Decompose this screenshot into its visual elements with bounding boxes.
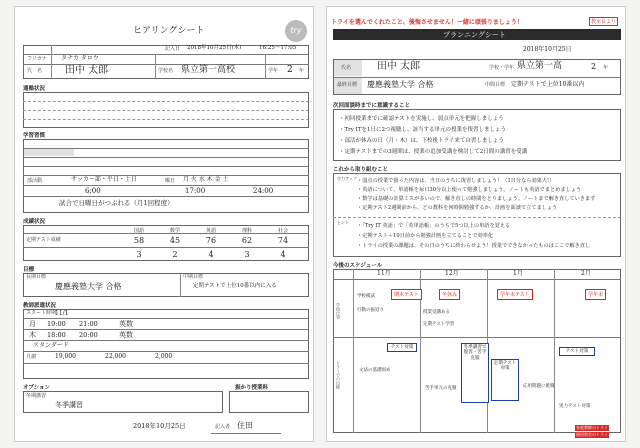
rank-value: 3 — [136, 250, 142, 259]
schedule-month: 12月 — [445, 270, 459, 277]
event-label: 学年末 — [585, 289, 606, 300]
schedule-note: 文法の基礎固め — [359, 368, 391, 373]
planning-school-label: 学校・学年 — [489, 65, 515, 71]
rank-value: 4 — [208, 250, 214, 259]
planning-name-label: 氏名 — [341, 65, 352, 71]
club-label: 部活動 — [27, 178, 43, 184]
rank-value: 4 — [280, 250, 286, 259]
event-note: 行動の振返り — [357, 308, 384, 313]
planning-name: 田中 太郎 — [377, 61, 421, 72]
exam-label: 定期テスト成績 — [26, 237, 61, 243]
schedule-note: 実力テスト対策 — [559, 404, 591, 409]
name-label: 氏 名 — [27, 68, 43, 74]
plan-subject: 英数 — [119, 320, 133, 328]
fee-value: 2,000 — [155, 353, 173, 360]
goal-box: テスト対策 — [559, 347, 595, 356]
score-value: 58 — [133, 236, 145, 245]
school-label: 学校名 — [158, 68, 174, 74]
date-value: 2018年10月25日(木) — [187, 45, 242, 51]
mid-goal: 定期テストで上位10番以内に入る — [193, 283, 277, 289]
section2-line-2: ・トライの授業の課題は、その日のうちに終わらせよう！授業でできなかったものはここで解き直し — [357, 243, 591, 249]
footer-date: 2018年10月25日 — [133, 422, 186, 430]
event-note: 学校模試 — [357, 294, 375, 299]
event-label: 学年末テスト — [497, 289, 533, 300]
banner-text: トライを選んでくれたこと、後悔させません！一緒に頑張りましょう！ — [331, 19, 523, 26]
event-note: 定期テスト学習 — [423, 322, 455, 327]
goal-section-title: 目標 — [23, 267, 35, 273]
score-value: 76 — [205, 236, 217, 245]
rank-value: 2 — [172, 250, 178, 259]
club-value: サッカー部・平日・土日 — [71, 176, 137, 183]
fee-label: 月謝 — [26, 354, 37, 360]
subject-label: 理科 — [241, 228, 252, 234]
fee-value: 19,000 — [55, 353, 76, 360]
plan-section-title: 教師派遣状況 — [23, 303, 57, 309]
event-label: 冬休み — [439, 289, 460, 300]
mid-goal-label: 中期目標 — [183, 274, 204, 280]
try-badge: try — [285, 20, 307, 42]
section1-title: 次回面談時までに意識すること — [333, 103, 411, 109]
trial-table — [229, 391, 309, 413]
score-value: 62 — [241, 236, 253, 245]
plan-from: 19:00 — [47, 320, 66, 328]
hearing-sheet — [14, 6, 314, 442]
days-label: 曜日 — [165, 178, 176, 184]
options-table — [23, 391, 223, 413]
event-label: 期末テスト — [391, 289, 422, 300]
section2-line: ・弱点の授業で扱った内容は、当日のうちに復習しましょう！（1日分なら効果大!） — [357, 178, 555, 184]
banner-tag: 教室長より — [591, 19, 617, 25]
grade-unit: 年 — [299, 68, 305, 74]
plan-to: 21:00 — [79, 320, 98, 328]
subject-label: 英語 — [205, 228, 216, 234]
plan-rank: スタンダード — [33, 342, 69, 349]
fee-value: 22,000 — [105, 353, 126, 360]
date-label: 記入日 — [165, 46, 181, 52]
section2-side-label: 学力アップ — [337, 176, 357, 181]
grades-section-title: 成績状況 — [23, 219, 46, 225]
days-value: 月 火 水 木 金 土 — [183, 176, 229, 183]
study-note: 試合で日曜日がつぶれる（月1回程度） — [59, 199, 174, 207]
school-name: 県立第一高校 — [181, 65, 236, 75]
section2-side-label-2: ヒント — [337, 220, 349, 225]
signer-name: 住田 — [237, 421, 253, 430]
goal-box: 冬季講習で復習・苦手克服 — [461, 343, 489, 403]
plan-day: 木 — [29, 331, 36, 339]
goal-box: 定期テスト対策 — [491, 359, 519, 401]
score-value: 45 — [169, 236, 181, 245]
schedule-row-label: 学校行事 — [336, 303, 341, 319]
section1-line: ・部活が休みの日（月・木）は、下校後トライ来て自習しましょう — [339, 138, 504, 144]
section2-line: ・定期テスト2週間前から、どの教科を何時間勉強するか、計画を面談で立てましょう — [357, 205, 558, 211]
schedule-note: 苦手単元の克服 — [425, 386, 457, 391]
grade-label: 学年 — [268, 68, 279, 74]
study-bed-time: 24:00 — [253, 187, 274, 195]
signer-label: 記入者 — [215, 424, 231, 430]
section1-line: ・初回授業までに確認テストを実施し、弱点単元を把握しましょう — [339, 116, 504, 122]
rank-value: 3 — [244, 250, 250, 259]
plan-day: 月 — [29, 320, 36, 328]
plan-subject: 英数 — [119, 331, 133, 339]
final-goal-label: 最終目標 — [337, 82, 358, 88]
mid-goal-label-right: 中間目標 — [485, 82, 506, 88]
planning-sheet — [326, 6, 626, 442]
start-value: 11/1 — [55, 310, 69, 317]
footer-tag-1: 家庭教師のトライ — [576, 425, 608, 430]
final-goal: 慶應義塾大学 合格 — [367, 80, 434, 89]
section2-line: ・英語について、単語帳を毎日30分以上使って勉強しましょう。ノートも英語でまとめましょう — [357, 187, 582, 193]
plan-to: 20:00 — [79, 331, 98, 339]
section2-line-2: ・「Try IT 英語」で「英単語帳」のうちで5つ以上の単語を覚える — [357, 223, 511, 229]
footer-tag-2: 個別教室のトライ — [576, 432, 608, 437]
options-section-title: オプション — [23, 385, 51, 391]
study-end-time: 17:00 — [185, 187, 206, 195]
subject-label: 数学 — [169, 228, 180, 234]
long-goal: 慶應義塾大学 合格 — [55, 282, 122, 291]
planning-title: プランニングシート — [443, 31, 506, 39]
long-goal-label: 長期目標 — [26, 274, 47, 280]
time-value: 16:25〜17:05 — [259, 45, 297, 51]
score-value: 74 — [277, 236, 289, 245]
study-section-title: 学習習慣 — [23, 133, 46, 139]
furigana-value: タナカ タロウ — [61, 55, 99, 62]
furigana-label: フリガナ — [27, 56, 47, 62]
planning-date: 2018年10月25日 — [523, 46, 572, 53]
planning-grade-unit: 年 — [603, 65, 609, 71]
subject-label: 社会 — [277, 228, 288, 234]
planning-school: 県立第一高 — [517, 61, 563, 71]
mid-goal-right: 定期テストで上位10番以内 — [511, 81, 585, 88]
event-note: 授業受講ある — [423, 310, 450, 315]
schedule-note: 応用問題に挑戦 — [523, 384, 555, 389]
study-hours: 6:00 — [85, 187, 101, 195]
plan-from: 18:00 — [47, 331, 66, 339]
start-label: スタート時期 — [26, 310, 57, 316]
schedule-month: 1月 — [513, 270, 523, 277]
schedule-month: 11月 — [377, 270, 391, 277]
hearing-sheet-title: ヒアリングシート — [133, 26, 205, 36]
planning-grade: 2 — [591, 62, 597, 71]
goal-box: テスト対策 — [387, 343, 417, 352]
section2-title: これから取り組むこと — [333, 167, 389, 173]
section2-line-2: ・定期テスト＋10日前から勉強計画を立てることで効率化 — [357, 233, 494, 239]
section2-line: ・数学は基礎の計算ミスが多いので、解き直しの時間をとりましょう。ノートまで解き直していきます — [357, 196, 596, 202]
schedule-month: 2月 — [581, 270, 591, 277]
section1-line: ・Try ITを1日に2つ視聴し、該当する単元の授業を復習しましょう — [339, 127, 506, 133]
schedule-title: 今後のスケジュール — [333, 263, 383, 269]
grade-value: 2 — [287, 65, 293, 75]
student-name: 田中 太郎 — [65, 65, 109, 76]
commute-section-title: 通塾状況 — [23, 86, 46, 92]
option-item: 冬季講習 — [55, 401, 83, 409]
trial-section-title: 振かり授業料 — [235, 385, 269, 391]
option-label: 冬期講習 — [26, 393, 47, 399]
subject-label: 国語 — [133, 228, 144, 234]
section1-line: ・定期テストまでの3週間は、授業の追加受講を検討して2日間の講習を受講 — [339, 149, 528, 155]
schedule-row-label: トライでの目標 — [336, 361, 341, 389]
